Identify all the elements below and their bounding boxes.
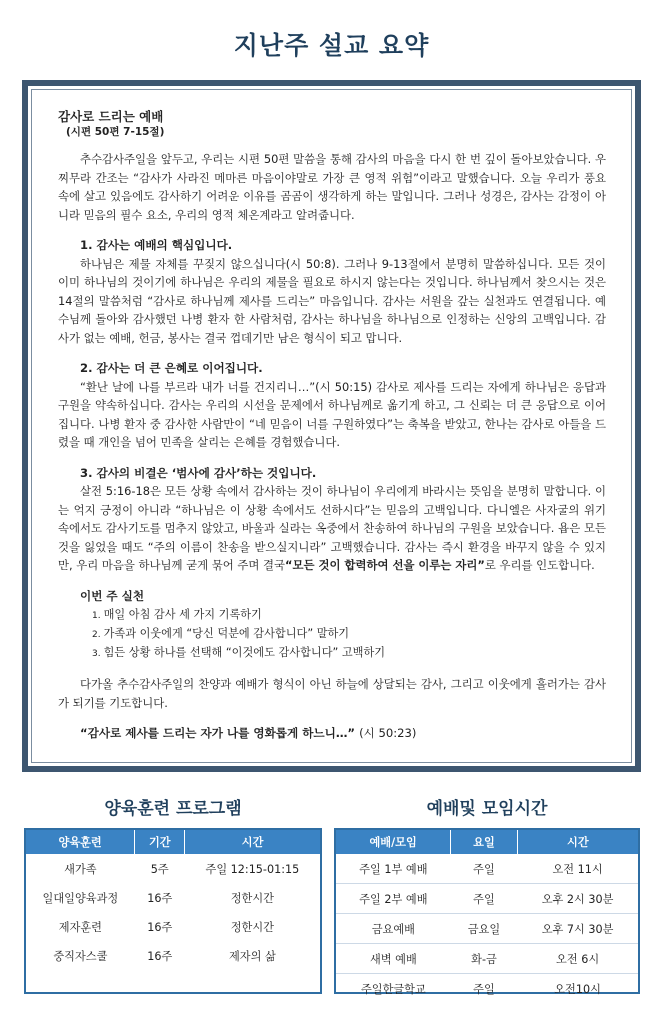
point-2-heading: 2. 감사는 더 큰 은혜로 이어집니다. [80, 361, 263, 375]
practice-item [92, 644, 606, 663]
page-title: 지난주 설교 요약 [233, 31, 430, 60]
table-cell: 16주 [147, 920, 173, 934]
table-cell: 금요일 [451, 914, 517, 944]
practice-item-number: 2. [92, 630, 101, 640]
table-cell: 제자훈련 [58, 920, 102, 934]
worship-table [336, 830, 638, 1003]
table-cell: 주일 2부 예배 [336, 884, 451, 914]
table-cell: 16주 [147, 949, 173, 963]
table-cell: 주일 [473, 982, 495, 996]
worship-section-title: 예배및 모임시간 [426, 799, 548, 819]
table-cell: 제자의 삶 [228, 949, 276, 963]
table-cell: 금요예배 [336, 914, 451, 944]
table-cell: 주일 [451, 884, 517, 914]
table-cell: 중직자스쿨 [53, 949, 108, 963]
practice-item [92, 606, 606, 625]
column-header: 시간 [517, 830, 638, 854]
point-3-body-text: 살전 5:16-18은 모든 상황 속에서 감사하는 것이 하나님이 우리에게 바라시는 뜻임을 분명히 말합니다. 이는 억지 긍정이 아니라 “하나님은 이 상황 속에서도 선하시다”는 믿음의 고백입니다. 다니엘은 사자굴의 위기 속에서도 감사기도를 멈추지 않았고, 바울과 실라는 옥중에서 찬송하여 하나님의 구원을 보았습니다. 욥은 모든 것을 잃었을 때도 “주의 이름이 찬송을 받으실지니라” 고백했습니다. 감사는 즉시 환경을 바꾸지 않을 수 있지만, 우리 마음을 하나님께 굳게 묶어 주며 결국 [58, 484, 606, 572]
table-cell: 주일 1부 예배 [336, 854, 451, 884]
table-cell: 오후 7시 30분 [517, 914, 638, 944]
table-header-row [336, 830, 638, 854]
table-row [336, 914, 638, 944]
table-header-row [26, 830, 320, 854]
column-header: 예배/모임 [336, 830, 451, 854]
table-cell: 정한시간 [230, 891, 274, 905]
column-header: 양육훈련 [26, 830, 135, 854]
practice-item-text: 매일 아침 감사 세 가지 기록하기 [103, 608, 262, 621]
closing-verse-reference: (시 50:23) [359, 726, 417, 740]
table-cell: 화-금 [451, 944, 517, 974]
practice-item-text: 힘든 상황 하나를 선택해 “이것에도 감사합니다” 고백하기 [103, 646, 386, 659]
table-row [26, 912, 320, 941]
sermon-reference: (시편 50편 7-15절) [66, 126, 165, 138]
table-cell: 정한시간 [230, 920, 274, 934]
table-row [26, 854, 320, 883]
table-row [26, 941, 320, 970]
closing-verse-text: “감사로 제사를 드리는 자가 나를 영화롭게 하느니…” [80, 726, 356, 740]
sermon-title: 감사로 드리는 예배 [58, 109, 164, 124]
point-2-body: “환난 날에 나를 부르라 내가 너를 건지리니…”(시 50:15) 감사로 제사를 드리는 자에게 하나님은 응답과 구원을 약속하십니다. 감사는 우리의 시선을 문제에서 하나님께로 옮기게 하고, 그 신뢰는 더 큰 응답으로 이어집니다. 나병 환자 중 감사한 사람만이 “네 믿음이 너를 구원하였다”는 축복을 받았고, 한나는 감사로 아들을 드렸을 때 개인을 넘어 민족을 살리는 은혜를 경험했습니다. [58, 379, 606, 449]
practice-item [92, 625, 606, 644]
table-cell: 5주 [150, 862, 169, 876]
table-row [336, 884, 638, 914]
sermon-closing: 다가올 추수감사주일의 찬양과 예배가 형식이 아닌 하늘에 상달되는 감사, 그리고 이웃에게 흘러가는 감사가 되기를 기도합니다. [58, 677, 606, 710]
point-3-heading: 3. 감사의 비결은 ‘범사에 감사’하는 것입니다. [80, 465, 317, 480]
table-cell: 주일 [451, 854, 517, 884]
training-section-title: 양육훈련 프로그램 [104, 799, 242, 819]
table-cell: 새가족 [64, 862, 97, 876]
table-cell: 오전 11시 [517, 854, 638, 884]
table-cell: 16주 [147, 891, 173, 905]
table-cell: 주일 12:15-01:15 [205, 862, 300, 876]
training-table-container [24, 828, 322, 994]
table-cell: 새벽 예배 [336, 944, 451, 974]
point-3-body [58, 482, 606, 575]
point-1-heading: 1. 감사는 예배의 핵심입니다. [80, 238, 233, 252]
column-header: 기간 [135, 830, 185, 854]
point-3-body-end: 로 우리를 인도합니다. [484, 558, 595, 572]
practice-item-number: 1. [92, 611, 101, 621]
table-cell: 주일한글학교 [360, 982, 426, 996]
point-1-body: 하나님은 제물 자체를 꾸짖지 않으십니다(시 50:8). 그러나 9-13절에서 분명히 말씀하십니다. 모든 것이 이미 하나님의 것이기에 하나님은 우리의 제물을 필요로 하시지 않는다는 것입니다. 하나님께서 찾으시는 것은 14절의 말씀처럼 “감사로 하나님께 제사를 드리는” 마음입니다. 감사는 서원을 갚는 실천과도 연결됩니다. 예수님께 돌아와 감사했던 나병 환자 한 사람처럼, 감사는 하나님을 하나님으로 인정하는 신앙의 고백입니다. 감사가 없는 예배, 헌금, 봉사는 결국 껍데기만 남은 형식이 되고 맙니다. [58, 256, 606, 345]
training-table [26, 830, 320, 970]
sermon-intro: 추수감사주일을 앞두고, 우리는 시편 50편 말씀을 통해 감사의 마음을 다시 한 번 깊이 돌아보았습니다. 우찌무라 간조는 “감사가 사라진 메마른 마음이야말로 가장 큰 영적 위험”이라고 말했습니다. 오늘 우리가 풍요 속에 살고 있음에도 감사하기 어려운 이유를 곰곰이 생각하게 하는 말입니다. 그러나 성경은, 감사는 감정이 아니라 믿음의 필수 요소, 우리의 영적 체온계라고 알려줍니다. [58, 152, 606, 222]
table-cell: 일대일양육과정 [42, 891, 119, 905]
practice-list [92, 606, 606, 663]
table-cell: 오전10시 [554, 982, 601, 996]
table-row [26, 883, 320, 912]
practice-item-number: 3. [92, 649, 101, 659]
column-header: 시간 [185, 830, 320, 854]
column-header: 요일 [451, 830, 517, 854]
table-row [336, 944, 638, 974]
practice-item-text: 가족과 이웃에게 “당신 덕분에 감사합니다” 말하기 [103, 627, 350, 640]
table-cell: 오후 2시 30분 [517, 884, 638, 914]
closing-verse [80, 724, 606, 743]
practice-heading: 이번 주 실천 [80, 588, 145, 603]
point-3-emphasis: “모든 것이 합력하여 선을 이루는 자리” [285, 558, 485, 572]
table-row [336, 974, 638, 1004]
worship-table-container [334, 828, 640, 994]
table-cell: 오전 6시 [517, 944, 638, 974]
table-row [336, 854, 638, 884]
sermon-summary [58, 108, 606, 743]
